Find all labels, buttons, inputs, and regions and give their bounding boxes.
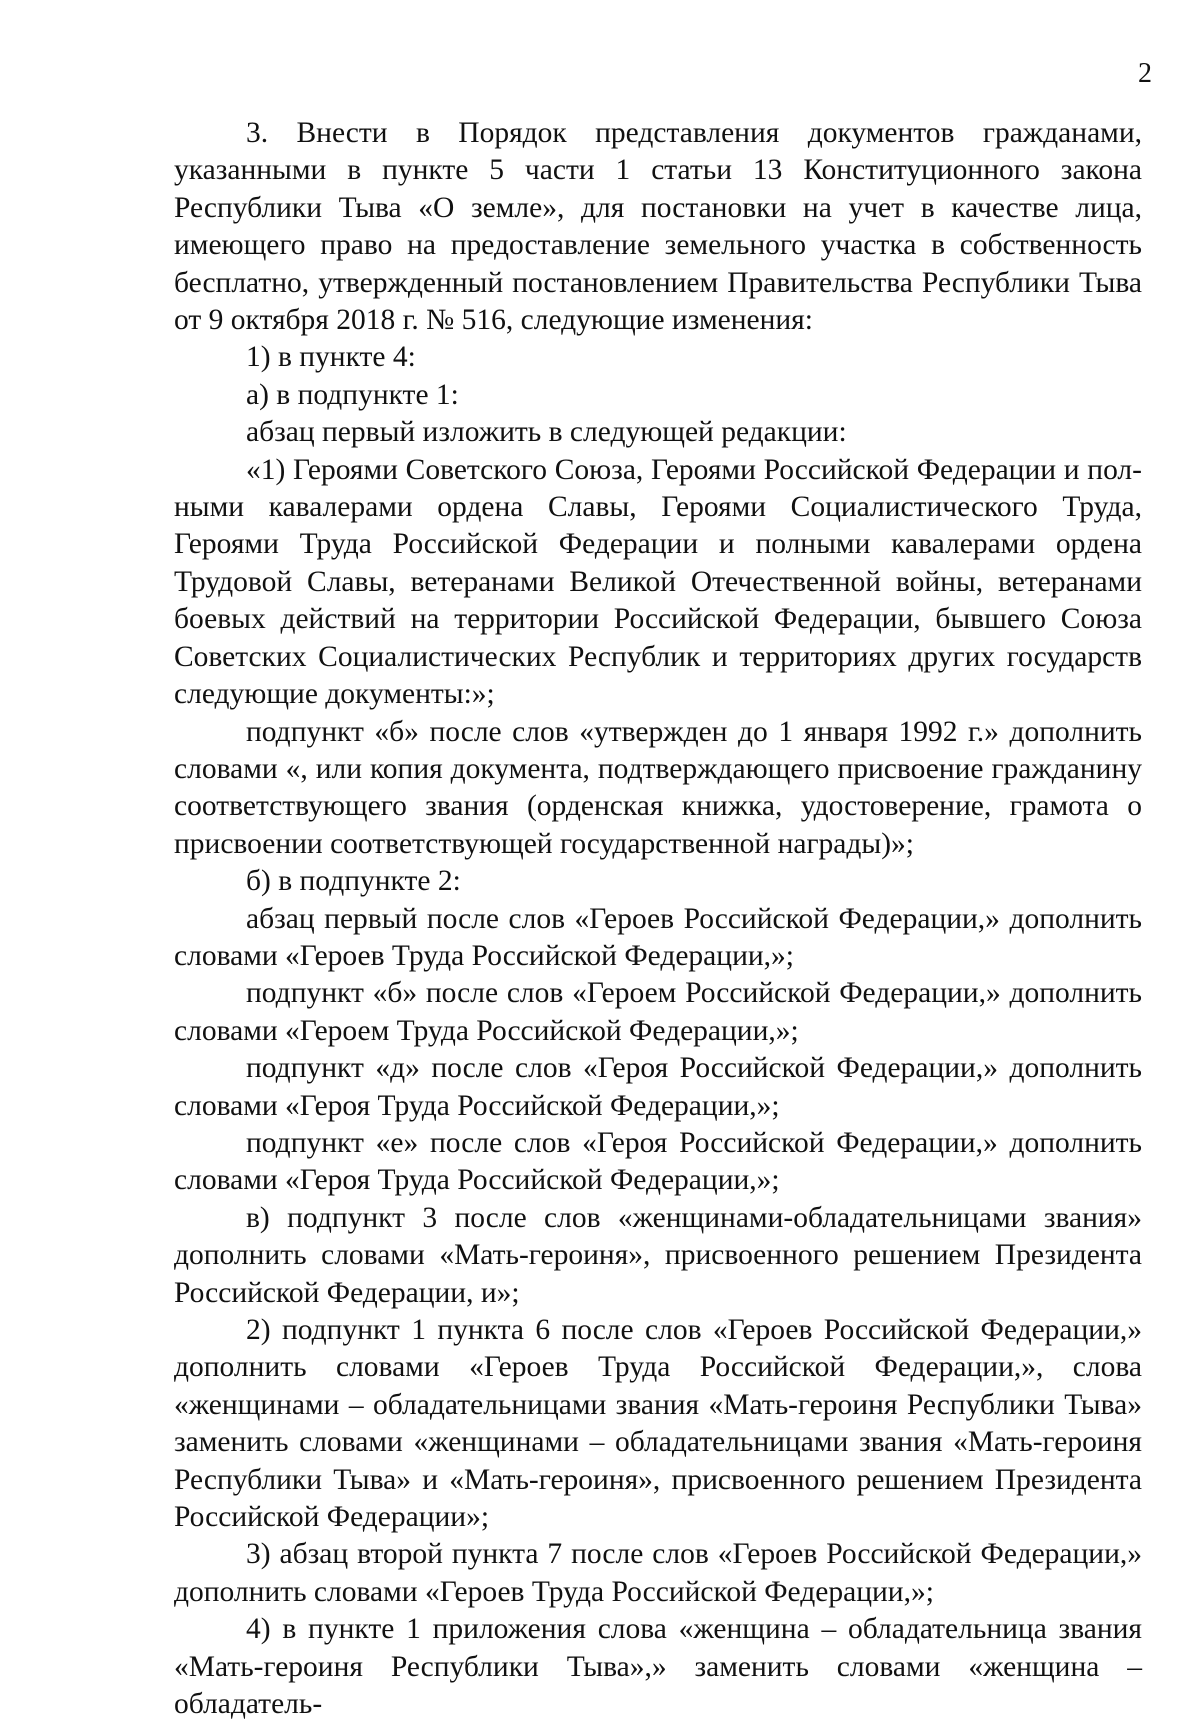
paragraph-subitem-a: а) в подпункте 1: <box>246 378 459 411</box>
paragraph-item-3: 3. Внести в Порядок представления документов гражданами, указанными в пункте 5 части 1 статьи 13 Конституционного закона Республики Тыва «О земле», для постановки на учет в качестве лица, имеющего право на предоставление земельного участка в собственность бесплатно, утвержденный постановлением Правительства Республики Тыва от 9 октября 2018 г. № 516, следующие изменения: <box>174 117 1142 337</box>
paragraph-subitem-1: 1) в пункте 4: <box>246 341 416 374</box>
paragraph-item-4: 4) в пункте 1 приложения слова «женщина – обладательница звания «Мать-героиня Республики Тыва»,» заменить словами «женщина – обладатель- <box>174 1613 1142 1721</box>
paragraph-instruction: абзац первый изложить в следующей редакции: <box>246 416 847 449</box>
paragraph-subpoint-d: подпункт «д» после слов «Героя Российской Федерации,» дополнить словами «Героя Труда Российской Федерации,»; <box>174 1052 1142 1122</box>
paragraph-subpoint-b-2: подпункт «б» после слов «Героем Российской Федерации,» дополнить словами «Героем Труда Российской Федерации,»; <box>174 977 1142 1047</box>
paragraph-subitem-b: б) в подпункте 2: <box>246 865 461 898</box>
paragraph-first-abzac: абзац первый после слов «Героев Российской Федерации,» дополнить словами «Героев Труда Российской Федерации,»; <box>174 902 1142 972</box>
page-number: 2 <box>1138 58 1152 89</box>
paragraph-subpoint-b: подпункт «б» после слов «утвержден до 1 января 1992 г.» дополнить словами «, или копия документа, подтверждающего присвоение гражданину соответствующего звания (орденская книжка, удостоверение, грамота о присвоении соответствующей государственной награды)»; <box>174 715 1142 860</box>
paragraph-subitem-v: в) подпункт 3 после слов «женщинами-обладательницами звания» дополнить словами «Мать-героиня», присвоенного решением Президента Российской Федерации, и»; <box>174 1201 1142 1309</box>
paragraph-subpoint-e: подпункт «е» после слов «Героя Российской Федерации,» дополнить словами «Героя Труда Российской Федерации,»; <box>174 1126 1142 1197</box>
paragraph-item-3-abzac: 3) абзац второй пункта 7 после слов «Героев Российской Федерации,» дополнить словами «Героев Труда Российской Федерации,»; <box>174 1538 1142 1608</box>
paragraph-item-2: 2) подпункт 1 пункта 6 после слов «Героев Российской Федерации,» дополнить словами «Героев Труда Российской Федерации,», слова «женщинами – обладательницами звания «Мать-героиня Республики Тыва» заменить словами «женщинами – обладательницами звания «Мать-героиня Республики Тыва» и «Мать-героиня», присвоенного решением Президента Российской Федерации»; <box>174 1314 1142 1534</box>
paragraph-quoted-text: «1) Героями Советского Союза, Героями Российской Федерации и полными кавалерами ордена Славы, Героями Социалистического Труда, Героями Труда Российской Федерации и полными кавалерами ордена Трудовой Славы, ветеранами Великой Отечественной войны, ветеранами боевых действий на территории Российской Федерации, бывшего Союза Советских Социалистических Республик и территориях других государств следующие документы:»; <box>174 453 1142 711</box>
document-body <box>174 115 1142 1723</box>
